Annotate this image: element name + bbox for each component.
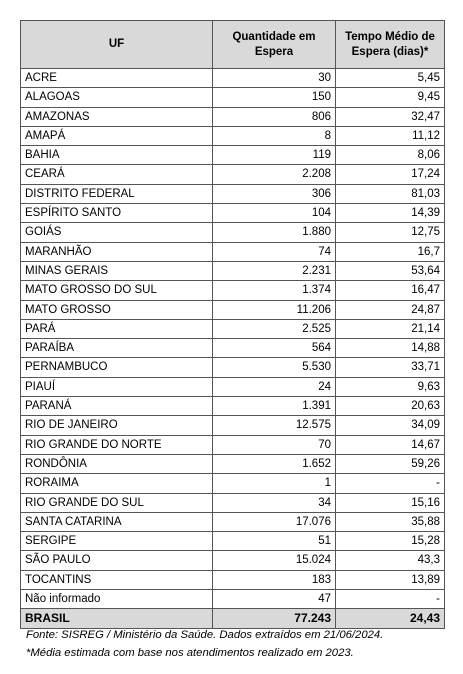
cell-uf: RIO DE JANEIRO <box>21 416 213 435</box>
cell-quantity: 24 <box>213 377 336 396</box>
cell-quantity: 806 <box>213 107 336 126</box>
table-row <box>21 184 445 203</box>
cell-avg-wait: 16,7 <box>336 242 445 261</box>
cell-uf: CEARÁ <box>21 165 213 184</box>
cell-uf: DISTRITO FEDERAL <box>21 184 213 203</box>
cell-uf: MATO GROSSO DO SUL <box>21 281 213 300</box>
table-row <box>21 319 445 338</box>
cell-uf: PERNAMBUCO <box>21 358 213 377</box>
cell-uf: RIO GRANDE DO NORTE <box>21 435 213 454</box>
cell-avg-wait: 33,71 <box>336 358 445 377</box>
table-row <box>21 165 445 184</box>
table-row <box>21 223 445 242</box>
cell-quantity: 1.374 <box>213 281 336 300</box>
cell-uf: SANTA CATARINA <box>21 512 213 531</box>
header-avg-wait: Tempo Médio de Espera (dias)* <box>336 21 445 69</box>
cell-uf: SÃO PAULO <box>21 551 213 570</box>
cell-quantity: 47 <box>213 590 336 609</box>
cell-uf: RORAIMA <box>21 474 213 493</box>
cell-avg-wait: 14,67 <box>336 435 445 454</box>
table-row <box>21 107 445 126</box>
cell-avg-wait: 59,26 <box>336 454 445 473</box>
cell-uf: ALAGOAS <box>21 88 213 107</box>
cell-avg-wait: 81,03 <box>336 184 445 203</box>
cell-quantity: 1.880 <box>213 223 336 242</box>
table-row <box>21 590 445 609</box>
cell-avg-wait: 14,39 <box>336 204 445 223</box>
table-row <box>21 377 445 396</box>
cell-quantity: 1 <box>213 474 336 493</box>
cell-quantity: 2.525 <box>213 319 336 338</box>
cell-uf: MARANHÃO <box>21 242 213 261</box>
table-row <box>21 88 445 107</box>
table-row <box>21 532 445 551</box>
cell-quantity: 1.652 <box>213 454 336 473</box>
cell-uf: BAHIA <box>21 146 213 165</box>
table-row <box>21 69 445 88</box>
cell-quantity: 51 <box>213 532 336 551</box>
table-row <box>21 397 445 416</box>
cell-avg-wait: 43,3 <box>336 551 445 570</box>
cell-quantity: 104 <box>213 204 336 223</box>
cell-uf: GOIÁS <box>21 223 213 242</box>
cell-uf: Não informado <box>21 590 213 609</box>
source-note: Fonte: SISREG / Ministério da Saúde. Dados extraídos em 21/06/2024. <box>26 629 384 641</box>
cell-avg-wait: 16,47 <box>336 281 445 300</box>
table-row <box>21 358 445 377</box>
table-row <box>21 204 445 223</box>
table-row <box>21 416 445 435</box>
cell-quantity: 8 <box>213 126 336 145</box>
cell-quantity: 5.530 <box>213 358 336 377</box>
table-row <box>21 551 445 570</box>
cell-avg-wait: 5,45 <box>336 69 445 88</box>
cell-avg-wait: 34,09 <box>336 416 445 435</box>
cell-uf: AMAPÁ <box>21 126 213 145</box>
cell-avg-wait: 32,47 <box>336 107 445 126</box>
cell-avg-wait: - <box>336 474 445 493</box>
cell-uf: PARÁ <box>21 319 213 338</box>
cell-quantity: 119 <box>213 146 336 165</box>
cell-avg-wait: 17,24 <box>336 165 445 184</box>
header-uf: UF <box>21 21 213 69</box>
table-row <box>21 281 445 300</box>
table-row <box>21 339 445 358</box>
table-row <box>21 474 445 493</box>
cell-avg-wait: 13,89 <box>336 570 445 589</box>
cell-uf: PARAÍBA <box>21 339 213 358</box>
header-row <box>21 21 445 69</box>
table-row <box>21 493 445 512</box>
total-avg-wait: 24,43 <box>336 609 445 628</box>
cell-avg-wait: 24,87 <box>336 300 445 319</box>
cell-quantity: 150 <box>213 88 336 107</box>
cell-uf: MINAS GERAIS <box>21 261 213 280</box>
table-row <box>21 570 445 589</box>
waiting-list-table-container <box>20 20 444 629</box>
cell-avg-wait: 14,88 <box>336 339 445 358</box>
cell-quantity: 12.575 <box>213 416 336 435</box>
cell-quantity: 11.206 <box>213 300 336 319</box>
cell-quantity: 17.076 <box>213 512 336 531</box>
cell-uf: PARANÁ <box>21 397 213 416</box>
total-quantity: 77.243 <box>213 609 336 628</box>
table-header <box>21 21 445 69</box>
cell-quantity: 183 <box>213 570 336 589</box>
total-uf: BRASIL <box>21 609 213 628</box>
cell-quantity: 34 <box>213 493 336 512</box>
cell-quantity: 70 <box>213 435 336 454</box>
cell-uf: PIAUÍ <box>21 377 213 396</box>
cell-uf: RONDÔNIA <box>21 454 213 473</box>
cell-uf: ESPÍRITO SANTO <box>21 204 213 223</box>
cell-quantity: 564 <box>213 339 336 358</box>
cell-quantity: 15.024 <box>213 551 336 570</box>
table-row <box>21 242 445 261</box>
cell-avg-wait: 9,63 <box>336 377 445 396</box>
table-row <box>21 435 445 454</box>
cell-avg-wait: 15,28 <box>336 532 445 551</box>
table-row <box>21 300 445 319</box>
cell-avg-wait: 35,88 <box>336 512 445 531</box>
cell-avg-wait: 21,14 <box>336 319 445 338</box>
cell-avg-wait: 53,64 <box>336 261 445 280</box>
cell-uf: AMAZONAS <box>21 107 213 126</box>
cell-avg-wait: 8,06 <box>336 146 445 165</box>
table-row <box>21 126 445 145</box>
cell-uf: ACRE <box>21 69 213 88</box>
cell-avg-wait: 15,16 <box>336 493 445 512</box>
cell-uf: TOCANTINS <box>21 570 213 589</box>
cell-avg-wait: 12,75 <box>336 223 445 242</box>
cell-avg-wait: 11,12 <box>336 126 445 145</box>
cell-uf: MATO GROSSO <box>21 300 213 319</box>
table-row <box>21 261 445 280</box>
table-notes <box>26 626 446 662</box>
cell-quantity: 74 <box>213 242 336 261</box>
cell-quantity: 2.208 <box>213 165 336 184</box>
cell-avg-wait: - <box>336 590 445 609</box>
header-quantity: Quantidade em Espera <box>213 21 336 69</box>
cell-quantity: 2.231 <box>213 261 336 280</box>
table-row <box>21 454 445 473</box>
table-row <box>21 512 445 531</box>
table-body <box>21 69 445 609</box>
cell-uf: RIO GRANDE DO SUL <box>21 493 213 512</box>
cell-quantity: 1.391 <box>213 397 336 416</box>
table-row <box>21 146 445 165</box>
cell-avg-wait: 9,45 <box>336 88 445 107</box>
cell-quantity: 30 <box>213 69 336 88</box>
cell-uf: SERGIPE <box>21 532 213 551</box>
cell-quantity: 306 <box>213 184 336 203</box>
footnote: *Média estimada com base nos atendimentos realizado em 2023. <box>26 647 354 659</box>
cell-avg-wait: 20,63 <box>336 397 445 416</box>
waiting-list-table <box>20 20 445 629</box>
